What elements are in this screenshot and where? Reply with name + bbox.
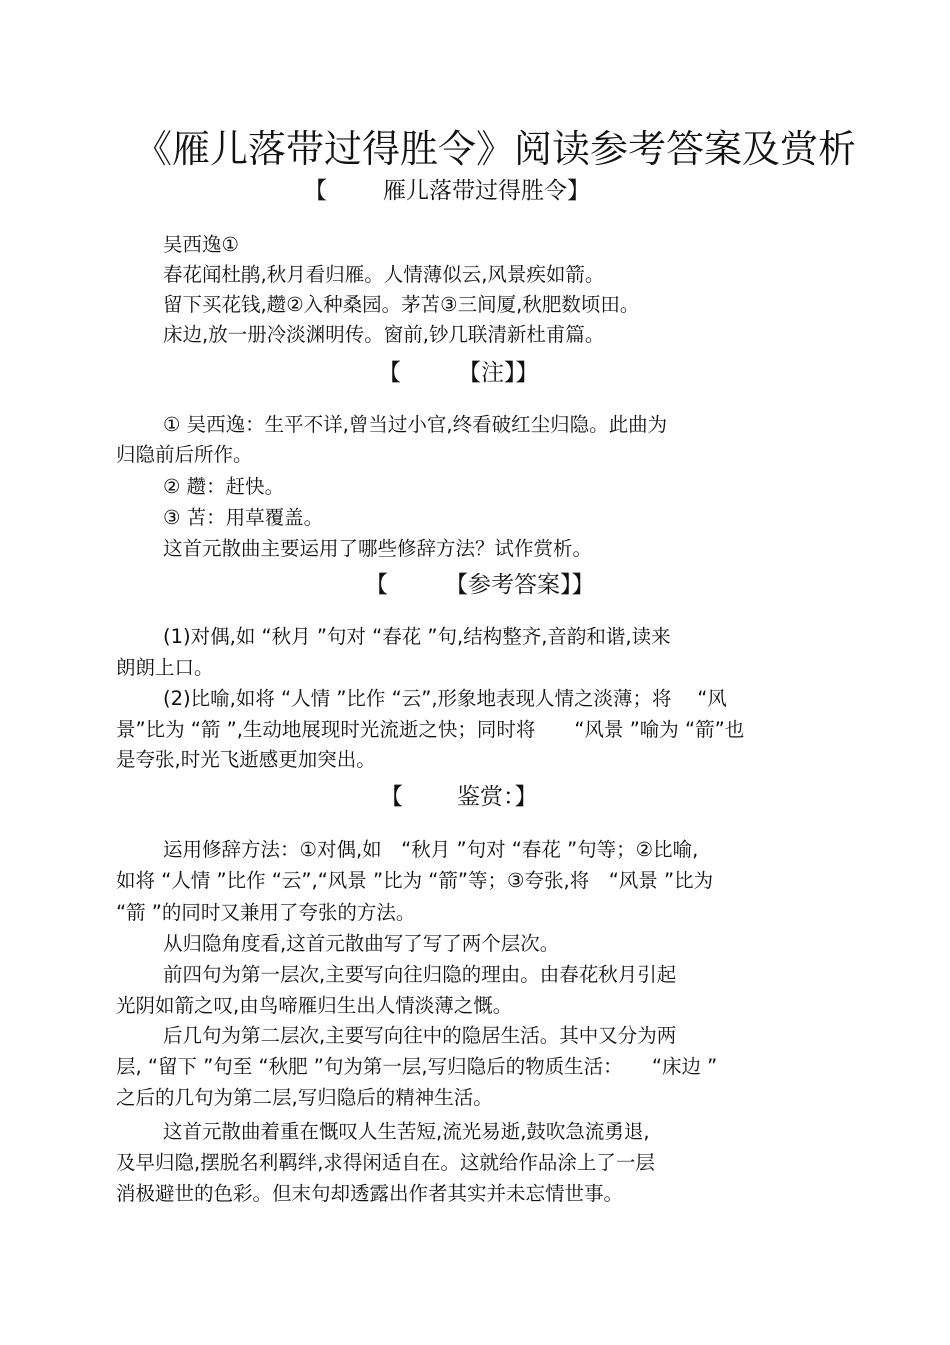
appreciation-heading-bracket: 【 [380,784,403,810]
appreciation-paragraph-cont: 之后的几句为第二层,写归隐后的精神生活。 [116,1086,493,1109]
question: 这首元散曲主要运用了哪些修辞方法？试作赏析。 [163,537,593,560]
appreciation-heading: 鉴赏：】 [457,784,538,810]
answer-paragraph-cont: 景”比为 “箭 ”,生动地展现时光流逝之快；同时将 “风景 ”喻为 “箭”也 [116,718,745,741]
subtitle-bracket: 【 [304,178,327,204]
answer-heading-bracket: 【 [365,572,388,598]
poem-author: 吴西逸① [163,233,239,256]
appreciation-paragraph-cont: 如将 “人情 ”比作 “云”,“风景 ”比为 “箭”等；③夸张,将 “风景 ”比为 [116,869,714,892]
appreciation-paragraph-cont: 层, “留下 ”句至 “秋肥 ”句为第一层,写归隐后的物质生活： “床边 ” [116,1055,718,1078]
note-1: ① 吴西逸：生平不详,曾当过小官,终看破红尘归隐。此曲为 [163,413,668,436]
note-1-cont: 归隐前后所作。 [116,443,253,466]
appreciation-paragraph: 后几句为第二层次,主要写向往中的隐居生活。其中又分为两 [163,1024,677,1047]
notes-heading-bracket: 【 [378,360,401,386]
appreciation-paragraph: 运用修辞方法：①对偶,如 “秋月 ”句对 “春花 ”句等；②比喻, [163,838,699,861]
appreciation-paragraph-cont: 光阴如箭之叹,由鸟啼雁归生出人情淡薄之慨。 [116,994,513,1017]
appreciation-paragraph-cont: 及早归隐,摆脱名利羁绊,求得闲适自在。这就给作品涂上了一层 [116,1151,655,1174]
appreciation-paragraph-cont: “箭 ”的同时又兼用了夸张的方法。 [116,901,416,924]
answer-heading: 【参考答案】】 [445,572,595,598]
document-title: 《雁儿落带过得胜令》阅读参考答案及赏析 [133,127,856,171]
notes-heading: 【注】】 [458,360,539,386]
poem-line: 留下买花钱,趱②入种桑园。茅苫③三间厦,秋肥数顷田。 [163,293,640,316]
answer-paragraph-cont: 朗朗上口。 [116,656,214,679]
poem-line: 床边,放一册冷淡渊明传。窗前,钞几联清新杜甫篇。 [163,323,605,346]
note-3: ③ 苫：用草覆盖。 [163,506,324,529]
subtitle: 雁儿落带过得胜令】 [383,178,590,204]
appreciation-paragraph: 从归隐角度看,这首元散曲写了写了两个层次。 [163,932,560,955]
answer-paragraph: (2)比喻,如将 “人情 ”比作 “云”,形象地表现人情之淡薄；将 “风 [163,687,727,710]
answer-paragraph-cont: 是夸张,时光飞逝感更加突出。 [116,748,376,771]
appreciation-paragraph-cont: 消极避世的色彩。但末句却透露出作者其实并未忘情世事。 [116,1182,624,1205]
appreciation-paragraph: 前四句为第一层次,主要写向往归隐的理由。由春花秋月引起 [163,963,677,986]
note-2: ② 趱：赶快。 [163,475,285,498]
poem-line: 春花闻杜鹃,秋月看归雁。人情薄似云,风景疾如箭。 [163,263,605,286]
answer-paragraph: (1)对偶,如 “秋月 ”句对 “春花 ”句,结构整齐,音韵和谐,读来 [163,625,671,648]
appreciation-paragraph: 这首元散曲着重在慨叹人生苦短,流光易逝,鼓吹急流勇退, [163,1120,650,1143]
